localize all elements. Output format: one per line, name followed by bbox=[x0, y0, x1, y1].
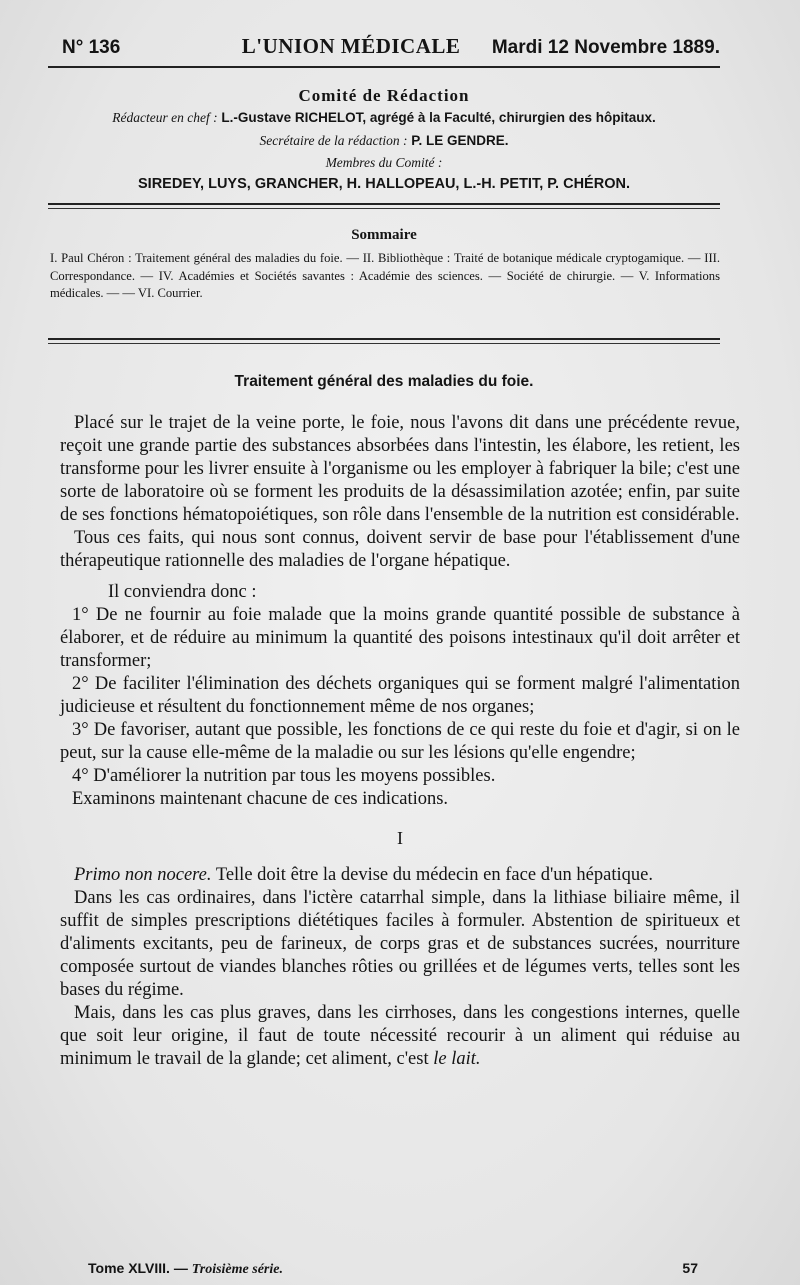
committee-editor bbox=[48, 110, 720, 126]
last-paragraph-text: Mais, dans les cas plus graves, dans les cirrhoses, dans les congestions internes, quelle que soit leur origine, il faut de toute nécessité recourir à un aliment qui réduise au minimum le travail de la glande; cet aliment, c'est bbox=[60, 1003, 740, 1069]
secretary-name: P. LE GENDRE. bbox=[411, 133, 509, 148]
tome-number: Tome XLVIII. — bbox=[88, 1260, 192, 1276]
article-body bbox=[60, 412, 740, 1071]
sommaire-rule-bottom bbox=[48, 343, 720, 344]
list-item: 4° D'améliorer la nutrition par tous les moyens possibles. bbox=[72, 766, 496, 786]
editor-name: L.-Gustave RICHELOT, agrégé à la Faculté, chirurgien des hôpitaux. bbox=[221, 110, 656, 125]
paragraph: Tous ces faits, qui nous sont connus, doivent servir de base pour l'établissement d'une thérapeutique rationnelle des maladies de l'organe hépatique. bbox=[60, 528, 740, 571]
last-paragraph-italic: le lait. bbox=[433, 1049, 481, 1069]
paragraph bbox=[60, 864, 740, 887]
series: Troisième série. bbox=[191, 1262, 283, 1277]
section-number: I bbox=[397, 828, 403, 848]
motto-text: Telle doit être la devise du médecin en face d'un hépatique. bbox=[211, 865, 653, 885]
article-title: Traitement général des maladies du foie. bbox=[234, 373, 534, 390]
committee-rule-bottom bbox=[48, 208, 720, 209]
journal-title: L'UNION MÉDICALE bbox=[241, 34, 461, 58]
list-item: 2° De faciliter l'élimination des déchets organiques qui se forment malgré l'alimentation judicieuse et résultent du fonctionnement même de nos organes; bbox=[60, 674, 740, 717]
paragraph bbox=[60, 1002, 740, 1071]
paragraph: Dans les cas ordinaires, dans l'ictère catarrhal simple, dans la lithiase biliaire même, il suffit de simples prescriptions diététiques faciles à formuler. Abstention de spiritueux et d'aliments excitants, peu de farineux, de corps gras et de substances sucrées, nourriture composée surtout de viandes blanches rôties ou grillées et de légumes verts, telles sont les bases du régime. bbox=[60, 888, 740, 1000]
list-item: 3° De favoriser, autant que possible, les fonctions de ce qui reste du foie et d'agir, si on le peut, sur la cause elle-même de la maladie ou sur les lésions qu'elle engendre; bbox=[60, 720, 740, 763]
members-role: Membres du Comité : bbox=[325, 155, 443, 170]
issue-number: N° 136 bbox=[62, 37, 121, 58]
committee-members: SIREDEY, LUYS, GRANCHER, H. HALLOPEAU, L.-H. PETIT, P. CHÉRON. bbox=[138, 176, 630, 192]
list-item: 1° De ne fournir au foie malade que la moins grande quantité possible de substance à élaborer, et de réduire au minimum la quantité des poisons intestinaux qu'il doit arrêter et transformer; bbox=[60, 605, 740, 671]
sommaire-rule-top bbox=[48, 338, 720, 340]
paragraph: Examinons maintenant chacune de ces indications. bbox=[72, 789, 449, 809]
sommaire-text: I. Paul Chéron : Traitement général des maladies du foie. — II. Bibliothèque : Traité de botanique médicale cryptogamique. — III. Correspondance. — IV. Académies et Sociétés savantes : Académie des sciences. — Société de chirurgie. — V. Informations médicales. — — VI. Courrier. bbox=[50, 251, 720, 300]
paragraph: Placé sur le trajet de la veine porte, le foie, nous l'avons dit dans une précédente revue, reçoit une grande partie des substances absorbées dans l'intestin, les élabore, les retient, les transforme pour les livrer ensuite à l'organisme ou les employer à fabriquer la bile; c'est une sorte de laboratoire où se forment les produits de la désassimilation azotée; enfin, par suite de ses fonctions hématopoiétiques, son rôle dans l'ensemble de la nutrition est considérable. bbox=[60, 413, 740, 525]
header-rule bbox=[48, 66, 720, 68]
committee-title: Comité de Rédaction bbox=[298, 86, 470, 105]
page-footer bbox=[88, 1260, 698, 1278]
page-header bbox=[62, 34, 720, 59]
sommaire-title: Sommaire bbox=[351, 227, 417, 243]
committee-members-role bbox=[48, 155, 720, 171]
editor-role: Rédacteur en chef : bbox=[112, 110, 218, 125]
volume-info bbox=[88, 1260, 283, 1278]
committee-rule-top bbox=[48, 203, 720, 205]
page-number: 57 bbox=[682, 1260, 698, 1276]
committee-secretary bbox=[48, 133, 720, 149]
issue-date: Mardi 12 Novembre 1889. bbox=[491, 37, 720, 58]
paragraph: Il conviendra donc : bbox=[108, 582, 257, 602]
latin-motto: Primo non nocere. bbox=[74, 865, 212, 885]
secretary-role: Secrétaire de la rédaction : bbox=[259, 133, 408, 148]
